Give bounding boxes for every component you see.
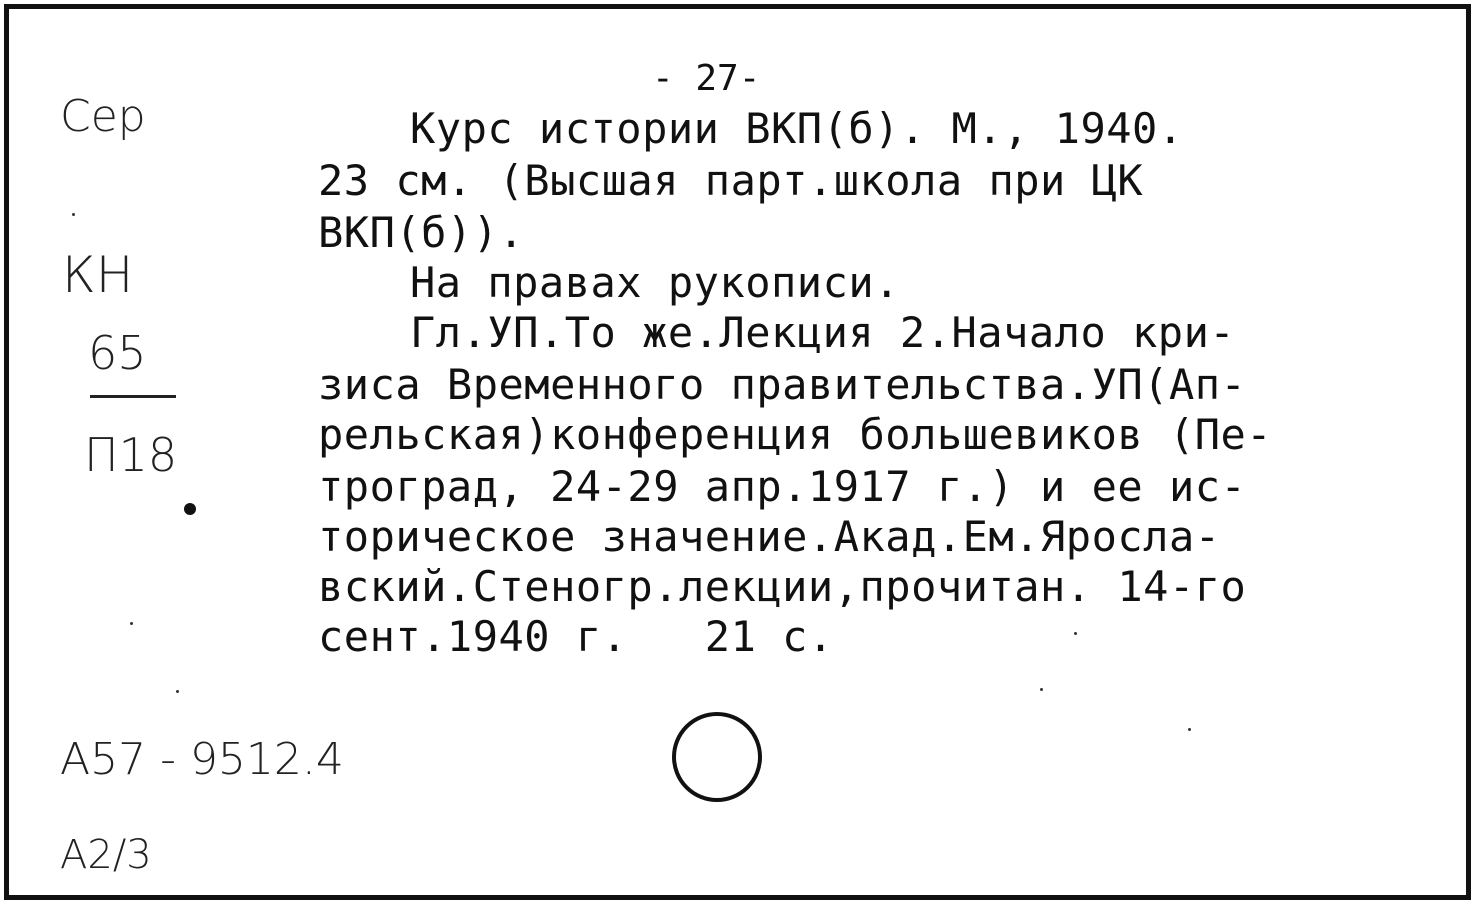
scan-speck <box>72 213 75 216</box>
entry-line-5: Гл.УП.То же.Лекция 2.Начало кри- <box>410 308 1236 357</box>
bullet-dot <box>184 503 196 515</box>
entry-line-2: 23 см. (Высшая парт.школа при ЦК <box>318 156 1144 205</box>
scan-speck <box>1188 728 1191 731</box>
entry-line-11: сент.1940 г. 21 с. <box>318 612 834 661</box>
scan-speck <box>1074 632 1077 635</box>
entry-line-10: вский.Стеногр.лекции,прочитан. 14-го <box>318 562 1247 611</box>
handwritten-top-mark: Сер <box>60 91 146 142</box>
shelf-mark-denominator: П18 <box>84 428 178 482</box>
scan-speck <box>1040 688 1043 691</box>
handwritten-collection-code: КН <box>62 246 134 304</box>
scan-speck <box>130 622 133 625</box>
entry-line-3: ВКП(б)). <box>318 208 525 257</box>
entry-line-9: торическое значение.Акад.Ем.Яросла- <box>318 512 1221 561</box>
scan-speck <box>176 690 179 693</box>
shelf-mark-numerator: 65 <box>88 326 147 380</box>
inventory-number: А57 - 9512.4 <box>60 734 344 785</box>
shelf-mark-fraction-line <box>90 395 176 398</box>
page-number: - 27- <box>652 58 761 99</box>
handwritten-note: А2/3 <box>60 832 152 878</box>
entry-line-1: Курс истории ВКП(б). М., 1940. <box>410 104 1184 153</box>
entry-line-7: рельская)конференция большевиков (Пе- <box>318 410 1273 459</box>
entry-line-8: троград, 24-29 апр.1917 г.) и ее ис- <box>318 462 1247 511</box>
entry-line-6: зиса Временного правительства.УП(Ап- <box>318 360 1247 409</box>
punch-hole <box>672 712 762 802</box>
entry-line-4: На правах рукописи. <box>410 258 900 307</box>
